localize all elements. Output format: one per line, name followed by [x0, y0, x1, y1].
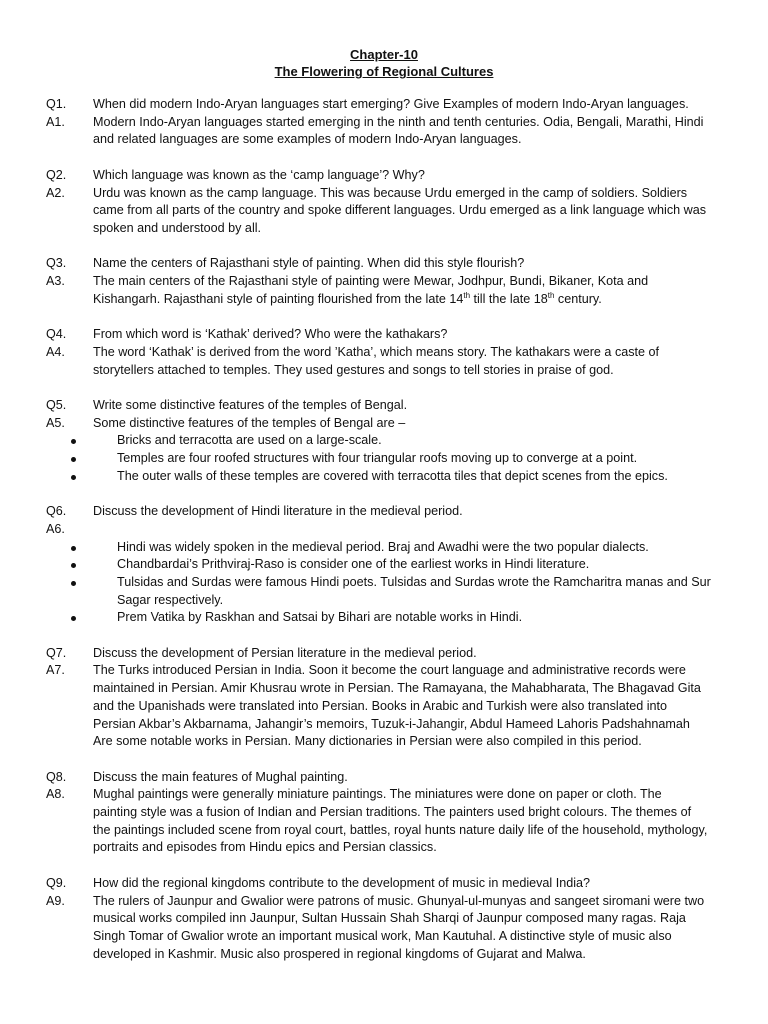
- bullet-icon: [71, 475, 76, 480]
- bullet-item: Tulsidas and Surdas were famous Hindi poets. Tulsidas and Surdas wrote the Ramcharitra manas and Sur Sagar respectively.: [0, 574, 768, 609]
- question-text: From which word is ‘Kathak’ derived? Who were the kathakars?: [93, 327, 448, 342]
- question-label: Q1.: [46, 97, 67, 111]
- bullet-item: The outer walls of these temples are covered with terracotta tiles that depict scenes from the epics.: [0, 468, 768, 486]
- question-label: Q2.: [46, 167, 67, 182]
- qa-block-3: [0, 255, 768, 308]
- qa-block-2: [0, 167, 768, 238]
- chapter-heading: Chapter-10: [350, 47, 418, 62]
- answer-text: The word ‘Kathak’ is derived from the word ’Katha’, which means story. The kathakars were a caste of storytellers attached to temples. They used gestures and songs to tell stories in praise of god.: [93, 344, 660, 377]
- answer-label: A9.: [46, 893, 65, 908]
- bullet-icon: [71, 616, 76, 621]
- bullet-item: Temples are four roofed structures with four triangular roofs moving up to converge at a point.: [0, 450, 768, 468]
- question-text: How did the regional kingdoms contribute to the development of music in medieval India?: [93, 875, 591, 890]
- question-text: Name the centers of Rajasthani style of painting. When did this style flourish?: [93, 256, 525, 271]
- qa-block-5: [0, 397, 768, 486]
- qa-block-9: [0, 875, 768, 964]
- question-text: Discuss the development of Persian literature in the medieval period.: [93, 645, 477, 660]
- answer-label: A6.: [46, 521, 65, 536]
- answer-label: A8.: [46, 787, 65, 802]
- question-text: Which language was known as the ‘camp language’? Why?: [93, 167, 425, 182]
- question-text: Write some distinctive features of the temples of Bengal.: [93, 397, 408, 412]
- bullet-icon: [71, 546, 76, 551]
- bullet-item: Prem Vatika by Raskhan and Satsai by Bihari are notable works in Hindi.: [0, 609, 768, 627]
- answer-label: A3.: [46, 274, 65, 288]
- question-label: Q9.: [46, 875, 67, 890]
- answer-label: A7.: [46, 663, 65, 678]
- question-label: Q3.: [46, 256, 67, 271]
- answer-label: A5.: [46, 415, 65, 430]
- qa-block-8: [0, 769, 768, 858]
- qa-block-1: [0, 96, 768, 149]
- answer-text: The main centers of the Rajasthani style of painting were Mewar, Jodhpur, Bundi, Bikaner, Kota and Kishangarh. Rajasthani style of painting flourished from the late 14th till the late 18th century.: [93, 274, 649, 306]
- bullet-icon: [71, 457, 76, 462]
- question-label: Q5.: [46, 397, 67, 412]
- answer-text: Modern Indo-Aryan languages started emerging in the ninth and tenth centuries. Odia, Bengali, Marathi, Hindi and related languages are some examples of modern Indo-Aryan languages.: [93, 114, 704, 147]
- answer-text: The rulers of Jaunpur and Gwalior were patrons of music. Ghunyal-ul-munyas and sangeet siromani were two musical works compiled inn Jaunpur, Sultan Hussain Shah Sharqi of Jaunpur composed many ragas. Raja Singh Tomar of Gwalior wrote an important musical work, Man Kautuhal. A distinctive style of music also developed in Kashmir. Music also prospered in regional kingdoms of Gujarat and Malwa.: [93, 893, 705, 961]
- qa-block-7: [0, 645, 768, 751]
- answer-label: A2.: [46, 185, 65, 200]
- question-text: When did modern Indo-Aryan languages start emerging? Give Examples of modern Indo-Aryan languages.: [93, 97, 689, 111]
- bullet-icon: [71, 439, 76, 444]
- chapter-title: The Flowering of Regional Cultures: [274, 64, 494, 79]
- question-text: Discuss the main features of Mughal painting.: [93, 769, 348, 784]
- bullet-icon: [71, 581, 76, 586]
- answer-text: Some distinctive features of the temples of Bengal are –: [93, 415, 406, 430]
- answer-label: A4.: [46, 344, 65, 359]
- answer-text: Mughal paintings were generally miniature paintings. The miniatures were done on paper or cloth. The painting style was a fusion of Indian and Persian traditions. The painters used bright colours. The themes of the paintings included scene from royal court, battles, royal hunts nature daily life of the household, mythology, portraits and episodes from Hindu epics and Persian classics.: [93, 787, 708, 855]
- bullet-item: Hindi was widely spoken in the medieval period. Braj and Awadhi were the two popular dialects.: [0, 539, 768, 557]
- question-label: Q6.: [46, 504, 67, 519]
- answer-label: A1.: [46, 114, 65, 129]
- answer-text: The Turks introduced Persian in India. Soon it become the court language and administrative records were maintained in Persian. Amir Khusrau wrote in Persian. The Ramayana, the Mahabharata, The Bhagavad Gita and the Upanishads were translated into Persian. Books in Arabic and Turkish were also translated into Persian Akbar’s Akbarnama, Jahangir’s memoirs, Tuzuk-i-Jahangir, Abdul Hameed Lahoris Padshahnamah Are some notable works in Persian. Many dictionaries in Persian were also compiled in this period.: [93, 663, 701, 749]
- question-text: Discuss the development of Hindi literature in the medieval period.: [93, 504, 463, 519]
- question-label: Q7.: [46, 645, 67, 660]
- qa-block-6: [0, 503, 768, 627]
- question-label: Q8.: [46, 769, 67, 784]
- bullet-item: Bricks and terracotta are used on a large-scale.: [0, 432, 768, 450]
- qa-block-4: [0, 326, 768, 379]
- bullet-item: Chandbardai’s Prithviraj-Raso is consider one of the earliest works in Hindi literature.: [0, 556, 768, 574]
- answer-text: Urdu was known as the camp language. This was because Urdu emerged in the camp of soldiers. Soldiers came from all parts of the country and spoke different languages. Urdu emerged as a link language which was spoken and understood by all.: [93, 185, 707, 235]
- bullet-icon: [71, 563, 76, 568]
- question-label: Q4.: [46, 327, 67, 342]
